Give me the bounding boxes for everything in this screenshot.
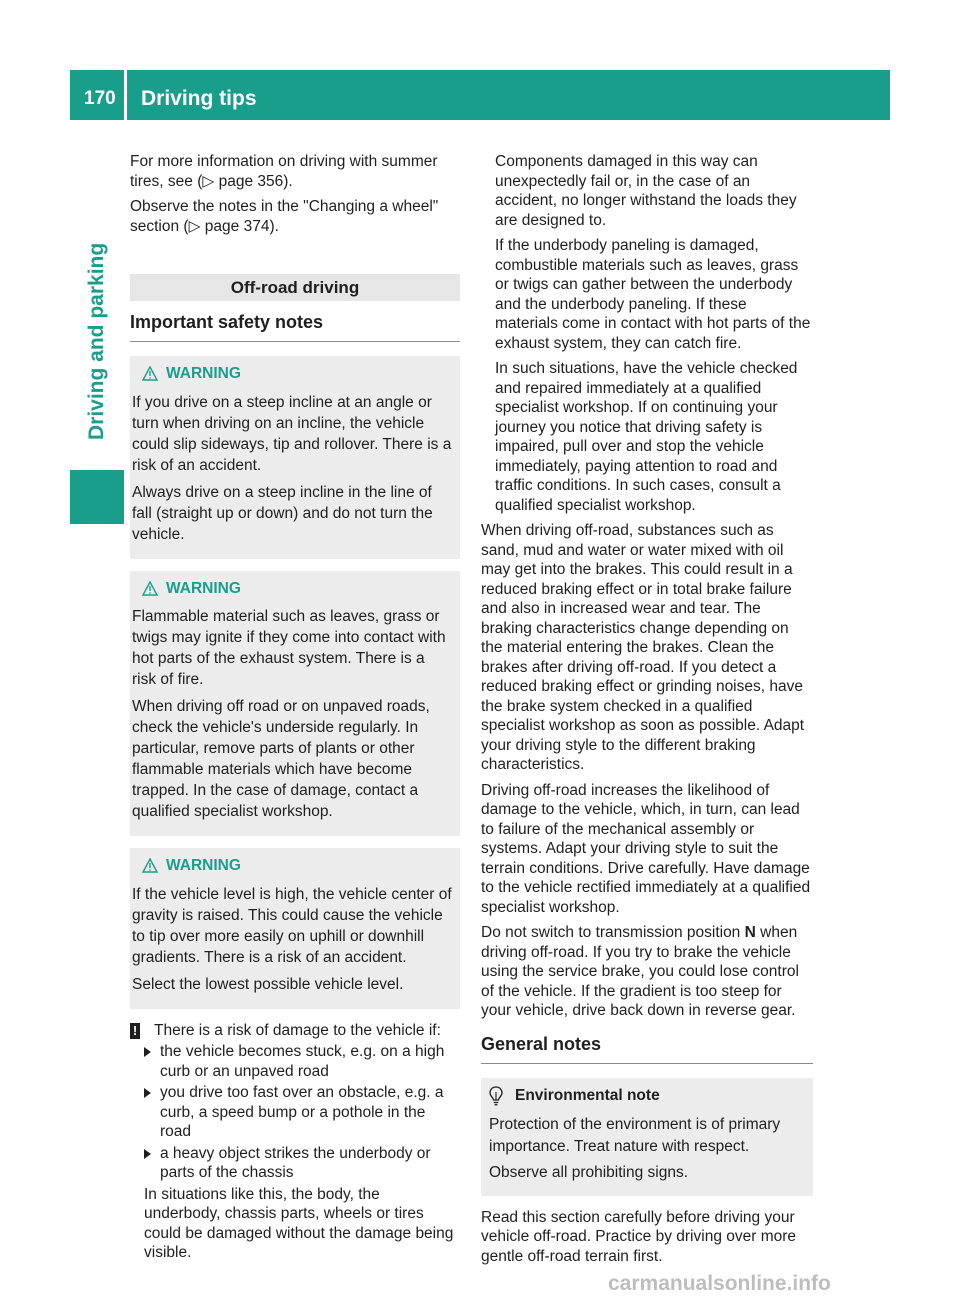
closing-paragraph: Read this section carefully before driving your vehicle off-road. Practice by driving over more gentle off-road terrain first. xyxy=(481,1208,797,1265)
side-tab-marker xyxy=(70,470,124,524)
continued-paragraph: In such situations, have the vehicle checked and repaired immediately at a qualified specialist workshop. If on continuing your journey you notice that driving safety is impaired, pull over and stop the vehicle immediately, paying attention to road and traffic conditions. In such cases, consult a qualified specialist workshop. xyxy=(495,360,798,514)
warning-triangle-icon xyxy=(142,858,158,873)
notice-exclamation-icon: ! xyxy=(130,1023,140,1039)
page-number: 170 xyxy=(84,88,116,109)
environmental-note-text: Protection of the environment is of primary importance. Treat nature with respect. xyxy=(489,1115,781,1155)
notice-lead: There is a risk of damage to the vehicle if: xyxy=(154,1021,441,1039)
subheading-general: General notes xyxy=(481,1033,813,1064)
damage-notice xyxy=(130,1021,460,1041)
side-tab-label: Driving and parking xyxy=(85,242,108,440)
warning-text: When driving off road or on unpaved roads, check the vehicle's underside regularly. In particular, remove parts of plants or other flammable materials which have become trapped. In the case of damage, contact a qualified specialist workshop. xyxy=(132,698,430,820)
warning-text: If the vehicle level is high, the vehicle center of gravity is raised. This could cause the vehicle to tip over more easily on uphill or downhill gradients. There is a risk of an accident. xyxy=(132,885,452,966)
environmental-note-text: Observe all prohibiting signs. xyxy=(489,1163,689,1181)
section-banner-title: Off-road driving xyxy=(230,278,360,297)
right-column xyxy=(481,152,813,1272)
continued-paragraph: Components damaged in this way can unexpectedly fail or, in the case of an accident, no longer withstand the loads they are designed to. xyxy=(495,153,797,229)
transmission-text-before: Do not switch to transmission position xyxy=(481,924,745,941)
list-item: you drive too fast over an obstacle, e.g. a curb, a speed bump or a pothole in the road xyxy=(144,1083,460,1142)
warning-title: WARNING xyxy=(166,365,241,382)
transmission-text-after: when driving off-road. If you try to brake the vehicle using the service brake, you could lose control of the vehicle. If the gradient is too steep for your vehicle, drive back down in reverse gear. xyxy=(481,924,799,1019)
intro-paragraph: Observe the notes in the "Changing a wheel" section (▷ page 374). xyxy=(130,198,439,235)
warning-triangle-icon xyxy=(142,366,158,381)
warning-title: WARNING xyxy=(166,579,241,597)
environmental-note-title: Environmental note xyxy=(515,1086,660,1104)
warning-text: If you drive on a steep incline at an angle or turn when driving on an incline, the vehicle could slip sideways, tip and rollover. There is a risk of an accident. xyxy=(132,393,452,474)
continued-paragraph: If the underbody paneling is damaged, combustible materials such as leaves, grass or twigs can gather between the underbody and the underbody paneling. If these materials come in contact with hot parts of the exhaust system, they can catch fire. xyxy=(495,237,811,352)
lightbulb-icon xyxy=(489,1086,503,1106)
watermark: carmanualsonline.info xyxy=(608,1272,831,1295)
body-paragraph: Driving off-road increases the likelihood of damage to the vehicle, which, in turn, can lead to failure of the mechanical assembly or systems. Adapt your driving style to suit the terrain conditions. Drive carefully. Have damage to the vehicle rectified immediately at a qualified specialist workshop. xyxy=(481,781,811,916)
damage-bullet-list xyxy=(144,1042,460,1183)
header-divider xyxy=(124,70,127,120)
warning-triangle-icon xyxy=(142,581,158,596)
notice-tail: In situations like this, the body, the underbody, chassis parts, wheels or tires could be damaged without the damage being visible. xyxy=(144,1185,454,1261)
header-title: Driving tips xyxy=(141,87,257,110)
list-item: the vehicle becomes stuck, e.g. on a high curb or an unpaved road xyxy=(144,1042,460,1081)
transmission-position: N xyxy=(744,924,756,941)
warning-box xyxy=(130,848,460,1009)
warning-title: WARNING xyxy=(166,857,241,874)
list-item: a heavy object strikes the underbody or parts of the chassis xyxy=(144,1144,460,1183)
intro-paragraph: For more information on driving with summer tires, see (▷ page 356). xyxy=(130,153,438,190)
warning-text: Always drive on a steep incline in the line of fall (straight up or down) and do not turn the vehicle. xyxy=(132,483,433,543)
warning-text: Flammable material such as leaves, grass or twigs may ignite if they come into contact with hot parts of the exhaust system. There is a risk of fire. xyxy=(132,608,446,688)
left-column xyxy=(130,152,460,1269)
section-banner xyxy=(130,274,460,301)
body-paragraph: When driving off-road, substances such as sand, mud and water or water mixed with oil may get into the brakes. This could result in a reduced braking effect or in total brake failure and also in increased wear and tear. The braking characteristics change depending on the material entering the brakes. Clean the brakes after driving off-road. If you detect a reduced braking effect or grinding noises, have the brake system checked in a qualified specialist workshop as soon as possible. Adapt your driving style to the different braking characteristics. xyxy=(481,522,805,773)
transmission-paragraph xyxy=(481,923,813,1021)
warning-box xyxy=(130,356,460,559)
subheading-safety: Important safety notes xyxy=(130,311,460,342)
warning-box xyxy=(130,571,460,837)
warning-text: Select the lowest possible vehicle level. xyxy=(132,975,404,993)
environmental-note-box xyxy=(481,1078,813,1196)
